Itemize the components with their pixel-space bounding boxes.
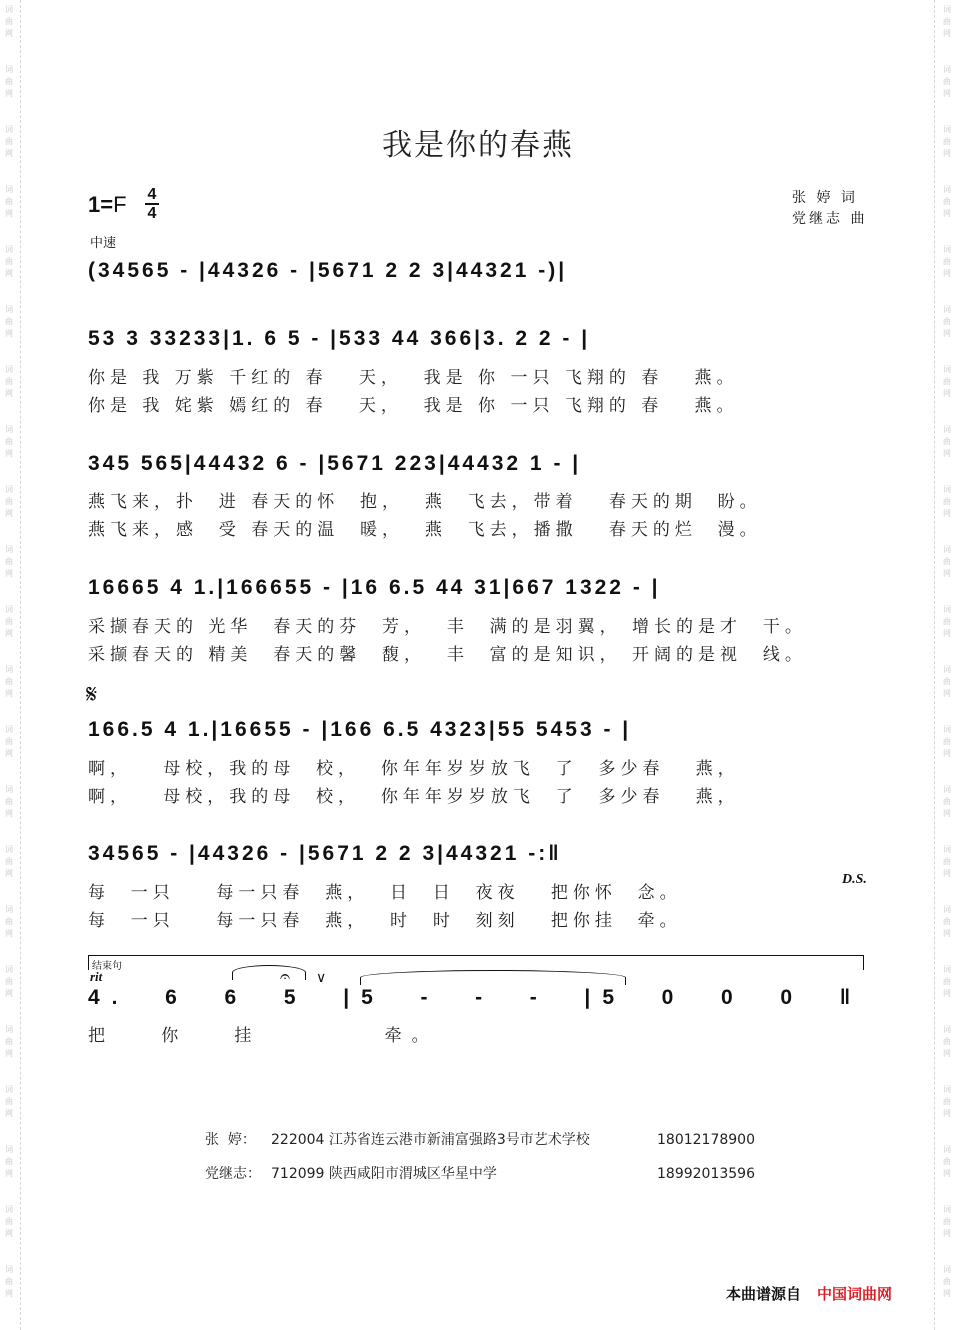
lyric-line-3-1: 燕飞来，扑 进 春天的怀 抱， 燕 飞去，带着 春天的期 盼。 — [88, 492, 762, 512]
notation-system-2: 53 3 33233|1. 6 5 - |533 44 366|3. 2 2 - | — [88, 327, 591, 350]
lyric-line-2-2: 你是 我 姹紫 嫣红的 春 天， 我是 你 一只 飞翔的 春 燕。 — [88, 396, 739, 416]
watermark-text: 词 曲 网 — [943, 485, 951, 518]
left-watermark-column — [2, 0, 16, 1330]
watermark-text: 词 曲 网 — [943, 545, 951, 578]
watermark-text: 词 曲 网 — [943, 425, 951, 458]
watermark-text: 词 曲 网 — [5, 365, 13, 398]
watermark-text: 词 曲 网 — [943, 1085, 951, 1118]
watermark-text: 词 曲 网 — [5, 1265, 13, 1298]
watermark-text: 词 曲 网 — [943, 1025, 951, 1058]
lyric-line-5-2: 啊， 母校，我的母 校， 你年年岁岁放飞 了 多少春 燕， — [88, 787, 740, 807]
right-dashed-guide — [934, 0, 935, 1330]
right-watermark-column — [940, 0, 954, 1330]
key-signature: 1=F — [88, 192, 127, 217]
watermark-text: 词 曲 网 — [5, 665, 13, 698]
ending-bracket — [88, 955, 864, 970]
watermark-text: 词 曲 网 — [943, 785, 951, 818]
watermark-text: 词 曲 网 — [5, 1145, 13, 1178]
watermark-text: 词 曲 网 — [5, 1085, 13, 1118]
watermark-text: 词 曲 网 — [5, 125, 13, 158]
watermark-text: 词 曲 网 — [943, 905, 951, 938]
watermark-text: 词 曲 网 — [5, 305, 13, 338]
watermark-text: 词 曲 网 — [5, 605, 13, 638]
lyric-line-6-1: 每 一只 每一只春 燕， 日 日 夜夜 把你怀 念。 — [88, 883, 682, 903]
composer-credit: 党继志 曲 — [792, 211, 868, 227]
lyric-line-7-1: 把 你 挂 牵。 — [88, 1026, 439, 1046]
credits — [792, 188, 867, 230]
fermata-icon: 𝄐 — [280, 966, 291, 987]
watermark-text: 词 曲 网 — [943, 185, 951, 218]
lyric-line-4-1: 采撷春天的 光华 春天的芬 芳， 丰 满的是羽翼， 增长的是才 干。 — [88, 617, 807, 637]
lyric-line-3-2: 燕飞来，感 受 春天的温 暖， 燕 飞去，播撒 春天的烂 漫。 — [88, 520, 762, 540]
notation-system-7: 4. 6 6 5 |5 - - - |5 0 0 0 ‖ — [88, 986, 863, 1009]
notation-system-1: (34565 - |44326 - |5671 2 2 3|44321 -)| — [88, 259, 568, 282]
source-credit: 本曲谱源自 中国词曲网 — [726, 1285, 893, 1303]
watermark-text: 词 曲 网 — [5, 845, 13, 878]
watermark-text: 词 曲 网 — [943, 665, 951, 698]
watermark-text: 词 曲 网 — [943, 1145, 951, 1178]
notation-system-5: 166.5 4 1.|16655 - |166 6.5 4323|55 5453 - | — [88, 718, 632, 741]
tie-arc — [232, 965, 306, 980]
ending-label: 结束句 — [92, 961, 122, 972]
lyricist-credit: 张 婷 词 — [792, 190, 858, 206]
lyric-line-2-1: 你是 我 万紫 千红的 春 天， 我是 你 一只 飞翔的 春 燕。 — [88, 368, 739, 388]
watermark-text: 词 曲 网 — [943, 125, 951, 158]
watermark-text: 词 曲 网 — [943, 845, 951, 878]
watermark-text: 词 曲 网 — [943, 65, 951, 98]
notation-system-3: 345 565|44432 6 - |5671 223|44432 1 - | — [88, 452, 582, 475]
lyric-line-5-1: 啊， 母校，我的母 校， 你年年岁岁放飞 了 多少春 燕， — [88, 759, 740, 779]
watermark-text: 词 曲 网 — [5, 725, 13, 758]
watermark-text: 词 曲 网 — [5, 1205, 13, 1238]
segno-sign: 𝄋 — [86, 680, 98, 710]
watermark-text: 词 曲 网 — [5, 545, 13, 578]
watermark-text: 词 曲 网 — [5, 965, 13, 998]
watermark-text: 词 曲 网 — [5, 65, 13, 98]
watermark-text: 词 曲 网 — [943, 305, 951, 338]
watermark-text: 词 曲 网 — [943, 965, 951, 998]
watermark-text: 词 曲 网 — [5, 245, 13, 278]
watermark-text: 词 曲 网 — [5, 185, 13, 218]
song-title: 我是你的春燕 — [382, 128, 574, 163]
watermark-text: 词 曲 网 — [943, 1205, 951, 1238]
left-dashed-guide — [20, 0, 21, 1330]
ds-marking: D.S. — [842, 872, 867, 887]
ritardando-marking: rit — [90, 969, 103, 984]
watermark-text: 词 曲 网 — [943, 1265, 951, 1298]
watermark-text: 词 曲 网 — [5, 5, 13, 38]
breath-mark-icon: ∨ — [316, 970, 327, 986]
lyric-line-6-2: 每 一只 每一只春 燕， 时 时 刻刻 把你挂 牵。 — [88, 911, 682, 931]
watermark-text: 词 曲 网 — [943, 5, 951, 38]
contact-lyricist: 张 婷： 222004 江苏省连云港市新浦富强路3号市艺术学校 18012178900 — [205, 1132, 755, 1148]
lyric-line-4-2: 采撷春天的 精美 春天的馨 馥， 丰 富的是知识， 开阔的是视 线。 — [88, 645, 807, 665]
notation-system-4: 16665 4 1.|166655 - |16 6.5 44 31|667 1322 - | — [88, 576, 661, 599]
tempo-marking: 中速 — [90, 236, 117, 251]
watermark-text: 词 曲 网 — [943, 365, 951, 398]
watermark-text: 词 曲 网 — [5, 1025, 13, 1058]
watermark-text: 词 曲 网 — [5, 485, 13, 518]
notation-system-6: 34565 - |44326 - |5671 2 2 3|44321 -:‖ — [88, 842, 562, 865]
watermark-text: 词 曲 网 — [943, 605, 951, 638]
watermark-text: 词 曲 网 — [5, 785, 13, 818]
watermark-text: 词 曲 网 — [943, 725, 951, 758]
watermark-text: 词 曲 网 — [5, 425, 13, 458]
contact-composer: 党继志： 712099 陕西咸阳市渭城区华星中学 18992013596 — [205, 1166, 755, 1182]
source-site-link[interactable]: 中国词曲网 — [817, 1285, 893, 1303]
watermark-text: 词 曲 网 — [943, 245, 951, 278]
watermark-text: 词 曲 网 — [5, 905, 13, 938]
time-signature: 4 4 — [142, 186, 162, 222]
